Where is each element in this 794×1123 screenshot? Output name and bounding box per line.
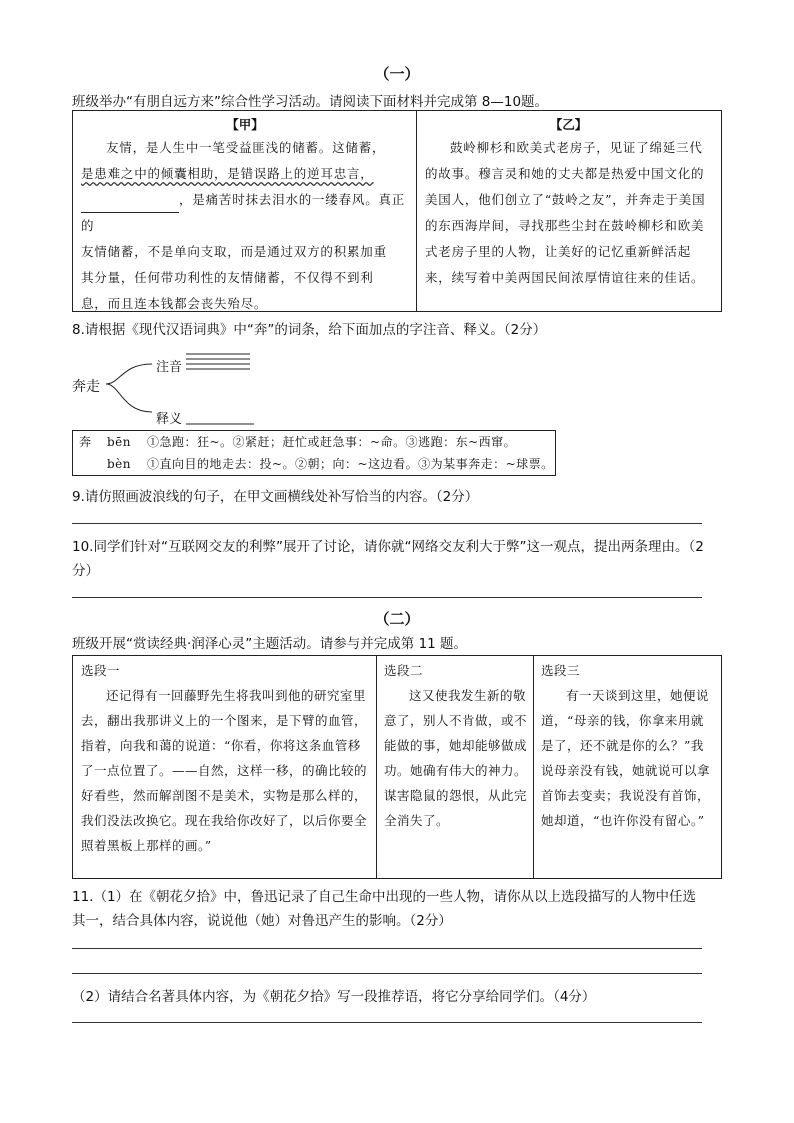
section-title-1: （一） xyxy=(374,65,420,83)
jia-line-4: 友情储蓄，不是单向支取，而是通过双方的积累加重 xyxy=(81,244,387,259)
question-10-line-1: 10.同学们针对“互联网交友的利弊”展开了讨论，请你就“网络交友利大于弊”这一观点，提出两条理由。（2 xyxy=(72,539,704,555)
q8-shiyi-label: 释义 xyxy=(156,412,183,427)
excerpt-2 xyxy=(384,658,528,833)
excerpt-3 xyxy=(541,658,715,833)
dict-def-2: ①直向目的地走去：投~。②朝；向：~这边看。③为某事奔走：~球票。 xyxy=(147,457,554,471)
passage-jia xyxy=(81,115,409,317)
section1-intro: 班级举办“有朋自远方来”综合性学习活动。请阅读下面材料并完成第 8—10题。 xyxy=(72,94,549,110)
reading-table-1 xyxy=(72,110,722,312)
jia-header: 【甲】 xyxy=(226,117,264,132)
excerpt-3-header: 选段三 xyxy=(541,663,581,678)
dict-char: 奔 xyxy=(79,435,92,449)
dict-pinyin-2: bèn xyxy=(107,457,132,471)
answer-line-q9 xyxy=(72,523,702,524)
excerpt-1 xyxy=(81,658,371,858)
answer-line-q10 xyxy=(72,597,702,598)
q8-word: 奔走 xyxy=(72,379,100,395)
excerpt-2-text: 这又使我发生新的敬意了，别人不肯做，或不能做的事，她却能够做成功。她确有伟大的神力。谋害隐鼠的怨恨，从此完全消失了。 xyxy=(384,688,528,828)
dict-def-1: ①急跑：狂~。②紧赶；赶忙或赶急事：~命。③逃跑：东~西窜。 xyxy=(147,435,517,449)
excerpt-1-header: 选段一 xyxy=(81,663,121,678)
section2-intro: 班级开展“赏读经典·润泽心灵”主题活动。请参与并完成第 11 题。 xyxy=(72,636,468,652)
question-11-1-line-1: 11.（1）在《朝花夕拾》中，鲁迅记录了自己生命中出现的一些人物，请你从以上选段描写的人物中任选 xyxy=(72,889,697,905)
jia-line-3: ，是痛苦时抹去泪水的一缕春风。真正的 xyxy=(81,192,406,233)
question-11-2: （2）请结合名著具体内容，为《朝花夕拾》写一段推荐语，将它分享给同学们。（4分） xyxy=(72,989,596,1005)
dict-pinyin-1: bēn xyxy=(107,435,132,449)
question-8: 8.请根据《现代汉语词典》中“奔”的词条，给下面加点的字注音、释义。（2分） xyxy=(72,322,547,338)
column-divider xyxy=(376,656,377,878)
excerpt-3-text: 有一天谈到这里，她便说道，“母亲的钱，你拿来用就是了，还不就是你的么？”我说母亲没有钱，她就说可以拿首饰去变卖；我说没有首饰，她却道，“也许你没有留心。” xyxy=(541,688,711,828)
answer-line-q11-1a xyxy=(72,948,702,949)
excerpt-1-text: 还记得有一回藤野先生将我叫到他的研究室里去，翻出我那讲义上的一个图来，是下臂的血管，指着，向我和蔼的说道：“你看，你将这条血管移了一点位置了。——自然，这样一移，的确比较的好看些，然而解剖图不是美术，实物是那么样的，我们没法改换它。现在我给你改好了，以后你要全照着黑板上那样的画。” xyxy=(81,688,368,853)
passage-yi xyxy=(425,115,712,291)
answer-line-q11-2 xyxy=(72,1022,702,1023)
column-divider xyxy=(416,111,417,311)
jia-line-1: 友情，是人生中一笔受益匪浅的储蓄。这储蓄， xyxy=(106,140,386,155)
question-11-1-line-2: 其一，结合具体内容，说说他（她）对鲁迅产生的影响。（2分） xyxy=(72,913,452,929)
section-title-2: （二） xyxy=(374,610,420,628)
column-divider xyxy=(533,656,534,878)
wavy-sentence: 是患难之中的倾囊相助，是错误路上的逆耳忠言， xyxy=(81,166,374,181)
excerpt-2-header: 选段二 xyxy=(384,663,424,678)
question-9: 9.请仿照画波浪线的句子，在甲文画横线处补写恰当的内容。（2分） xyxy=(72,489,479,505)
answer-line-q11-1b xyxy=(72,973,702,974)
yi-header: 【乙】 xyxy=(549,117,588,132)
jia-line-6: 息，而且连本钱都会丧失殆尽。 xyxy=(81,296,268,311)
fill-blank xyxy=(81,198,179,213)
q8-zhuyin-label: 注音 xyxy=(156,360,183,375)
question-10-line-2: 分） xyxy=(72,563,99,579)
reading-table-2 xyxy=(72,655,722,879)
jia-line-5: 其分量，任何带功利性的友情储蓄，不仅得不到利 xyxy=(81,270,374,285)
yi-text: 鼓岭柳杉和欧美式老房子，见证了绵延三代的故事。穆言灵和她的丈夫都是热爱中国文化的美国人，他们创立了“鼓岭之友”，并奔走于美国的东西海岸间，寻找那些尘封在鼓岭柳杉和欧美式老房子里的人物，让美好的记忆重新鲜活起来，续写着中美两国民间浓厚情谊往来的佳话。 xyxy=(425,140,706,285)
dictionary-entry xyxy=(72,430,556,476)
